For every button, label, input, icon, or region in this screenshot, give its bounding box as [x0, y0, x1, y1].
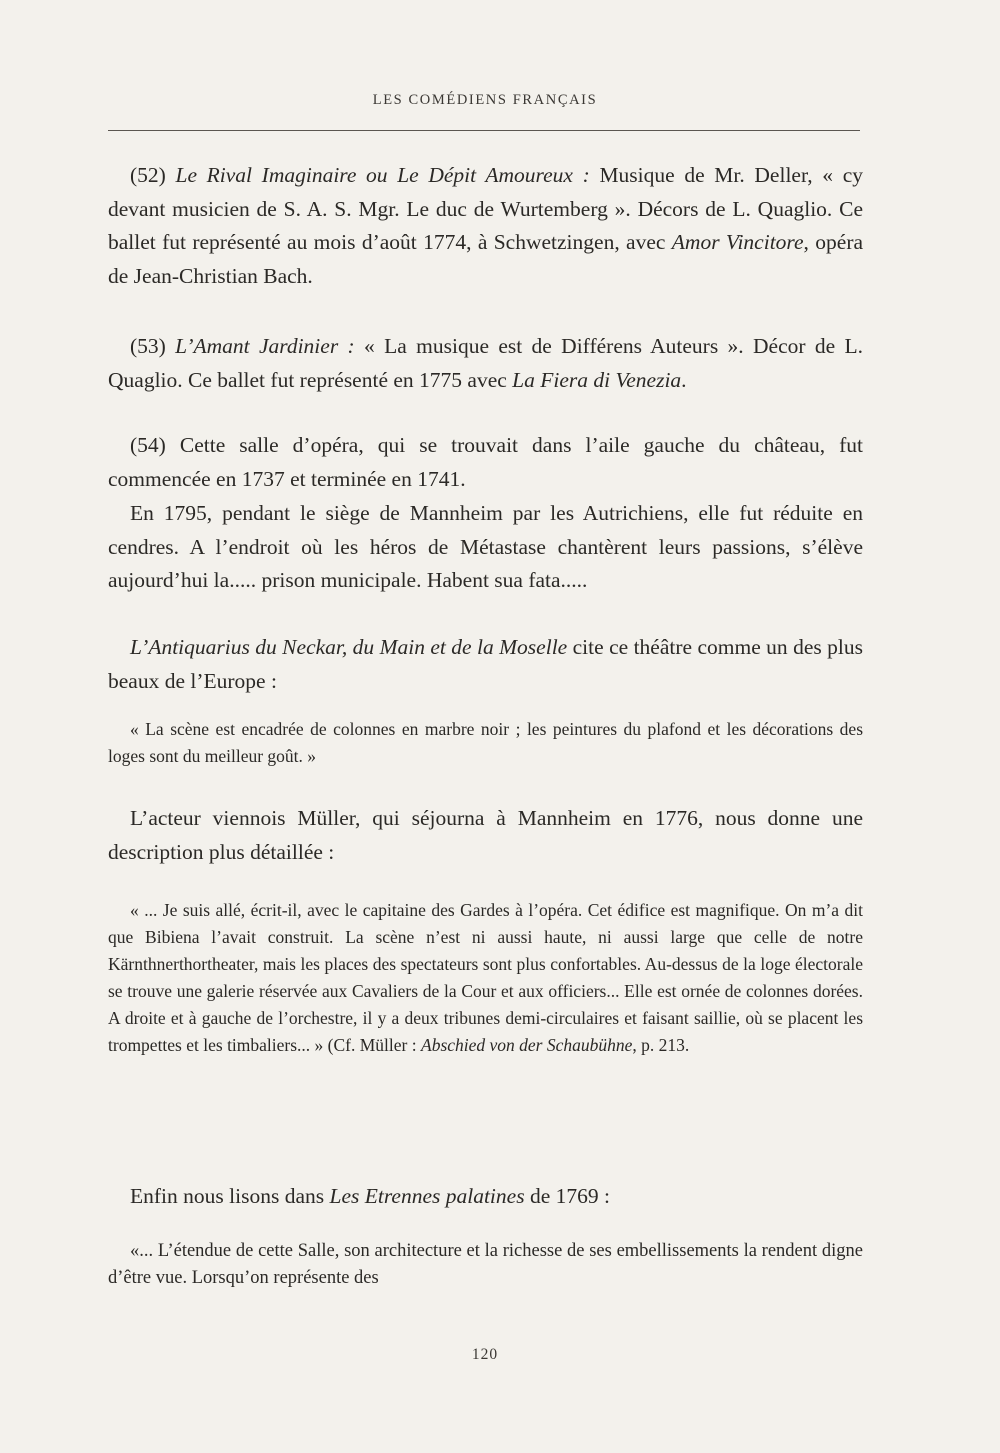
quote-etrennes: [108, 1238, 863, 1292]
note-52-text-end: , opéra de Jean-Christian Bach.: [108, 230, 864, 288]
note-54: [108, 429, 863, 496]
paragraph-etrennes: [108, 1180, 863, 1214]
quote-muller: [108, 897, 863, 1059]
quote-muller-text: « ... Je suis allé, écrit-il, avec le capitaine des Gardes à l’opéra. Cet édifice est magnifique. On m’a dit que Bibiena l’avait construit. La scène n’est ni aussi haute, ni aussi large que celle de notre Kärnthnerthortheater, mais les places des spectateurs sont plus confortables. Au-dessus de la loge électorale se trouve une galerie réservée aux Cavaliers de la Cour et aux officiers... Elle est ornée de colonnes dorées. A droite et à gauche de l’orchestre, il y a deux tribunes demi-circulaires et faisant saillie, où se placent les trompettes et les timbaliers... » (Cf. Müller :: [108, 900, 863, 1055]
paragraph-etrennes-text: [108, 1180, 863, 1214]
note-53-number: (53): [130, 334, 166, 358]
note-53-text: « La musique est de Différens Auteurs ». Décor de L. Quaglio. Ce ballet fut représenté en 1775 avec: [108, 334, 863, 392]
paragraph-antiquarius-text: [108, 631, 863, 698]
etrennes-title: Les Etrennes palatines: [329, 1184, 525, 1208]
note-53-title: L’Amant Jardinier :: [175, 334, 355, 358]
note-52-text: Musique de Mr. Deller, « cy devant musicien de S. A. S. Mgr. Le duc de Wurtemberg ». Décors de L. Quaglio. Ce ballet fut représenté au mois d’août 1774, à Schwetzingen, avec: [108, 163, 863, 254]
etrennes-text-end: de 1769 :: [529, 1184, 610, 1208]
antiquarius-text: cite ce théâtre comme un des plus beaux de l’Europe :: [108, 635, 864, 693]
antiquarius-title: L’Antiquarius du Neckar, du Main et de la Moselle: [130, 635, 568, 659]
paragraph-antiquarius: [108, 631, 863, 698]
note-54-number: (54): [130, 433, 166, 457]
quote-etrennes-text: «... L’étendue de cette Salle, son architecture et la richesse de ses embellissements la rendent digne d’être vue. Lorsqu’on représente des: [108, 1241, 863, 1288]
note-53-text-end: .: [681, 367, 687, 392]
note-52-opera: Amor Vincitore: [671, 230, 804, 254]
note-52: [108, 159, 863, 293]
note-52-title: Le Rival Imaginaire ou Le Dépit Amoureux :: [175, 163, 590, 187]
etrennes-text-start: Enfin nous lisons dans: [130, 1184, 325, 1208]
note-53-opera: La Fiera di Venezia: [512, 367, 682, 392]
paragraph-muller: [108, 802, 863, 869]
page-number: 120: [471, 1346, 499, 1363]
note-52-number: (52): [130, 163, 166, 187]
quote-antiquarius-text: « La scène est encadrée de colonnes en marbre noir ; les peintures du plafond et les décorations des loges sont du meilleur goût. »: [108, 719, 863, 766]
paragraph-muller-text: L’acteur viennois Müller, qui séjourna à Mannheim en 1776, nous donne une description plus détaillée :: [108, 806, 863, 864]
quote-muller-source: Abschied von der Schaubühne: [421, 1035, 633, 1055]
note-53-paragraph: [108, 330, 863, 397]
quote-muller-page: , p. 213.: [632, 1035, 690, 1055]
paragraph-1795-text: En 1795, pendant le siège de Mannheim par les Autrichiens, elle fut réduite en cendres. A l’endroit où les héros de Métastase chantèrent leurs passions, s’élève aujourd’hui la..... prison municipale. Habent sua fata.....: [108, 501, 863, 592]
quote-antiquarius: [108, 716, 863, 770]
quote-muller-paragraph: [108, 897, 863, 1059]
note-52-paragraph: [108, 159, 863, 293]
note-53: [108, 330, 863, 397]
paragraph-1795: [108, 497, 863, 598]
running-head: LES COMÉDIENS FRANÇAIS: [372, 92, 598, 108]
note-54-paragraph: [108, 429, 863, 496]
note-54-text: Cette salle d’opéra, qui se trouvait dans l’aile gauche du château, fut commencée en 1737 et terminée en 1741.: [108, 433, 864, 491]
header-rule: [108, 130, 860, 131]
